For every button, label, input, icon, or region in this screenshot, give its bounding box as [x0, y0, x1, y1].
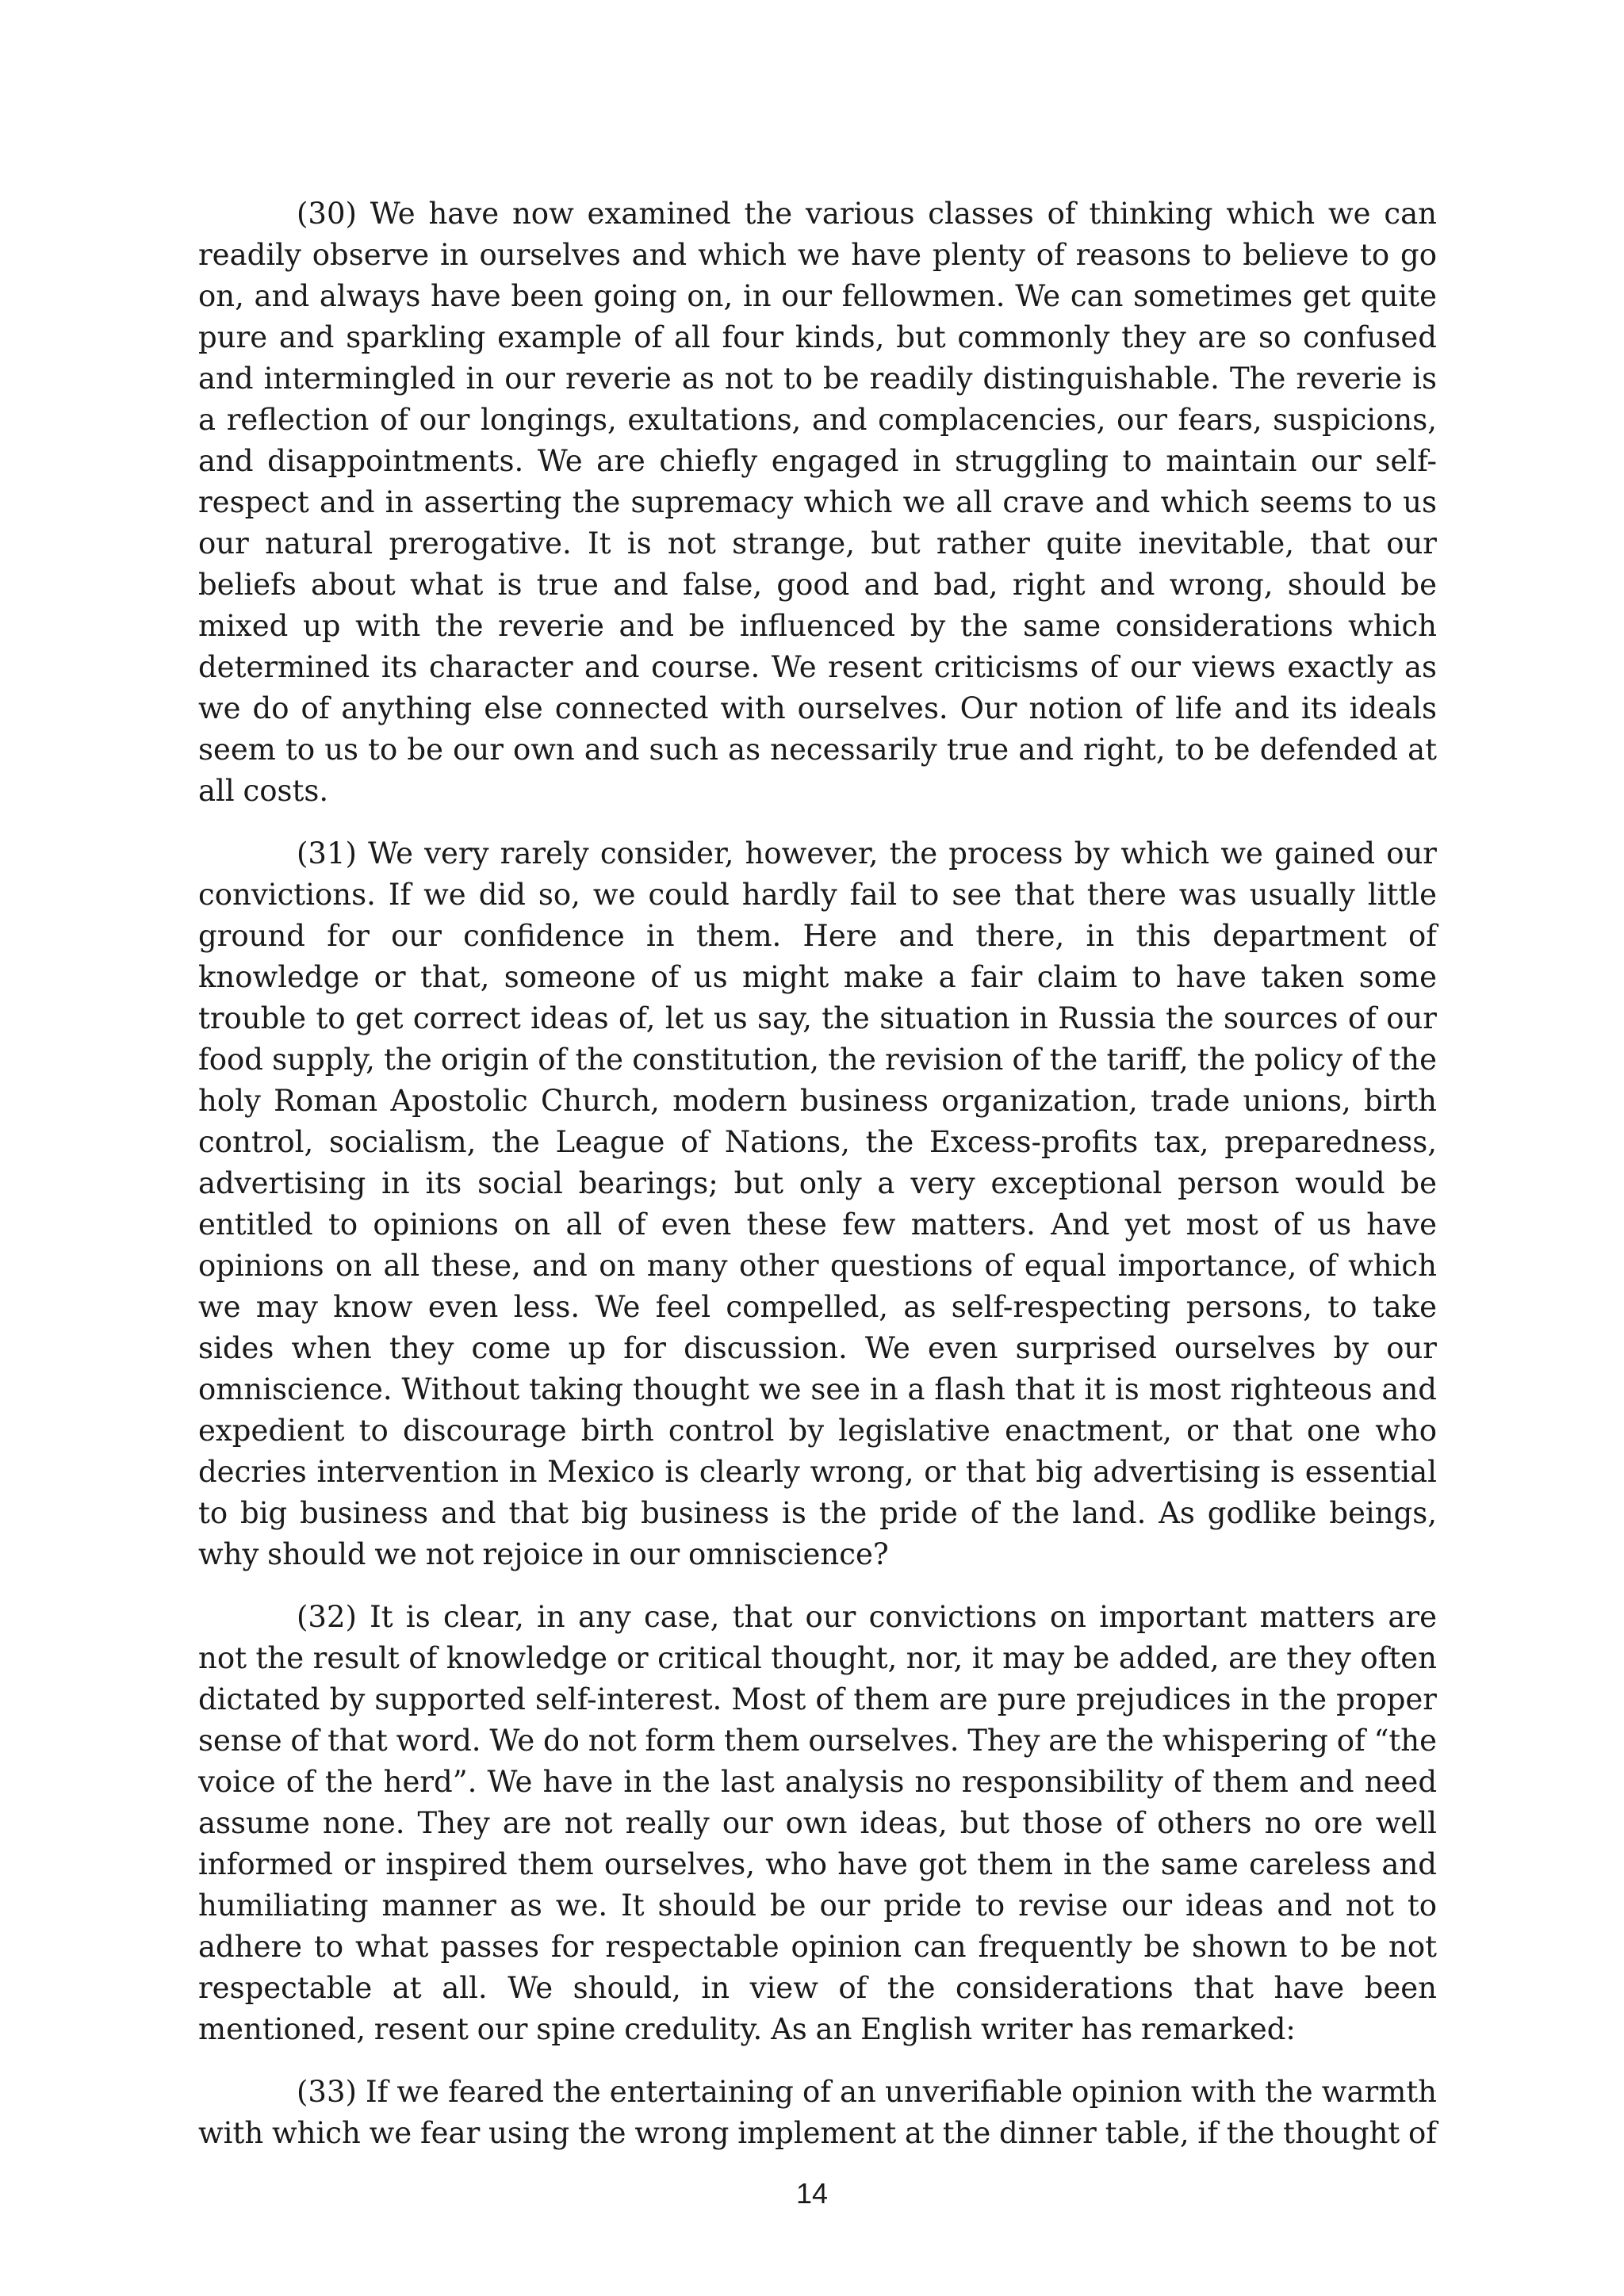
paragraph-33: (33) If we feared the entertaining of an unverifiable opinion with the warmth with which we fear using the wrong implement at the dinner table, if the thought of	[198, 2075, 1437, 2150]
page-number: 14	[795, 2177, 829, 2210]
paragraph-31: (31) We very rarely consider, however, the process by which we gained our convictions. If we did so, we could hardly fail to see that there was usually little ground for our confidence in them. Here and there, in this department of knowledge or that, someone of us might make a fair claim to have taken some trouble to get correct ideas of, let us say, the situation in Russia the sources of our food supply, the origin of the constitution, the revision of the tariff, the policy of the holy Roman Apostolic Church, modern business organization, trade unions, birth control, socialism, the League of Nations, the Excess-profits tax, preparedness, advertising in its social bearings; but only a very exceptional person would be entitled to opinions on all of even these few matters. And yet most of us have opinions on all these, and on many other questions of equal importance, of which we may know even less. We feel compelled, as self-respecting persons, to take sides when they come up for discussion. We even surprised ourselves by our omniscience. Without taking thought we see in a flash that it is most righteous and expedient to discourage birth control by legislative enactment, or that one who decries intervention in Mexico is clearly wrong, or that big advertising is essential to big business and that big business is the pride of the land. As godlike beings, why should we not rejoice in our omniscience?	[198, 836, 1437, 1571]
paragraph-30: (30) We have now examined the various classes of thinking which we can readily observe in ourselves and which we have plenty of reasons to believe to go on, and always have been going on, in our fellowmen. We can sometimes get quite pure and sparkling example of all four kinds, but commonly they are so confused and intermingled in our reverie as not to be readily distinguishable. The reverie is a reflection of our longings, exultations, and complacencies, our fears, suspicions, and disappointments. We are chiefly engaged in struggling to maintain our self-respect and in asserting the supremacy which we all crave and which seems to us our natural prerogative. It is not strange, but rather quite inevitable, that our beliefs about what is true and false, good and bad, right and wrong, should be mixed up with the reverie and be influenced by the same considerations which determined its character and course. We resent criticisms of our views exactly as we do of anything else connected with ourselves. Our notion of life and its ideals seem to us to be our own and such as necessarily true and right, to be defended at all costs.	[198, 197, 1437, 808]
body-text	[198, 193, 1437, 2175]
paragraph-32: (32) It is clear, in any case, that our convictions on important matters are not the result of knowledge or critical thought, nor, it may be added, are they often dictated by supported self-interest. Most of them are pure prejudices in the proper sense of that word. We do not form them ourselves. They are the whispering of “the voice of the herd”. We have in the last analysis no responsibility of them and need assume none. They are not really our own ideas, but those of others no ore well informed or inspired them ourselves, who have got them in the same careless and humiliating manner as we. It should be our pride to revise our ideas and not to adhere to what passes for respectable opinion can frequently be shown to be not respectable at all. We should, in view of the considerations that have been mentioned, resent our spine credulity. As an English writer has remarked:	[198, 1600, 1437, 2046]
